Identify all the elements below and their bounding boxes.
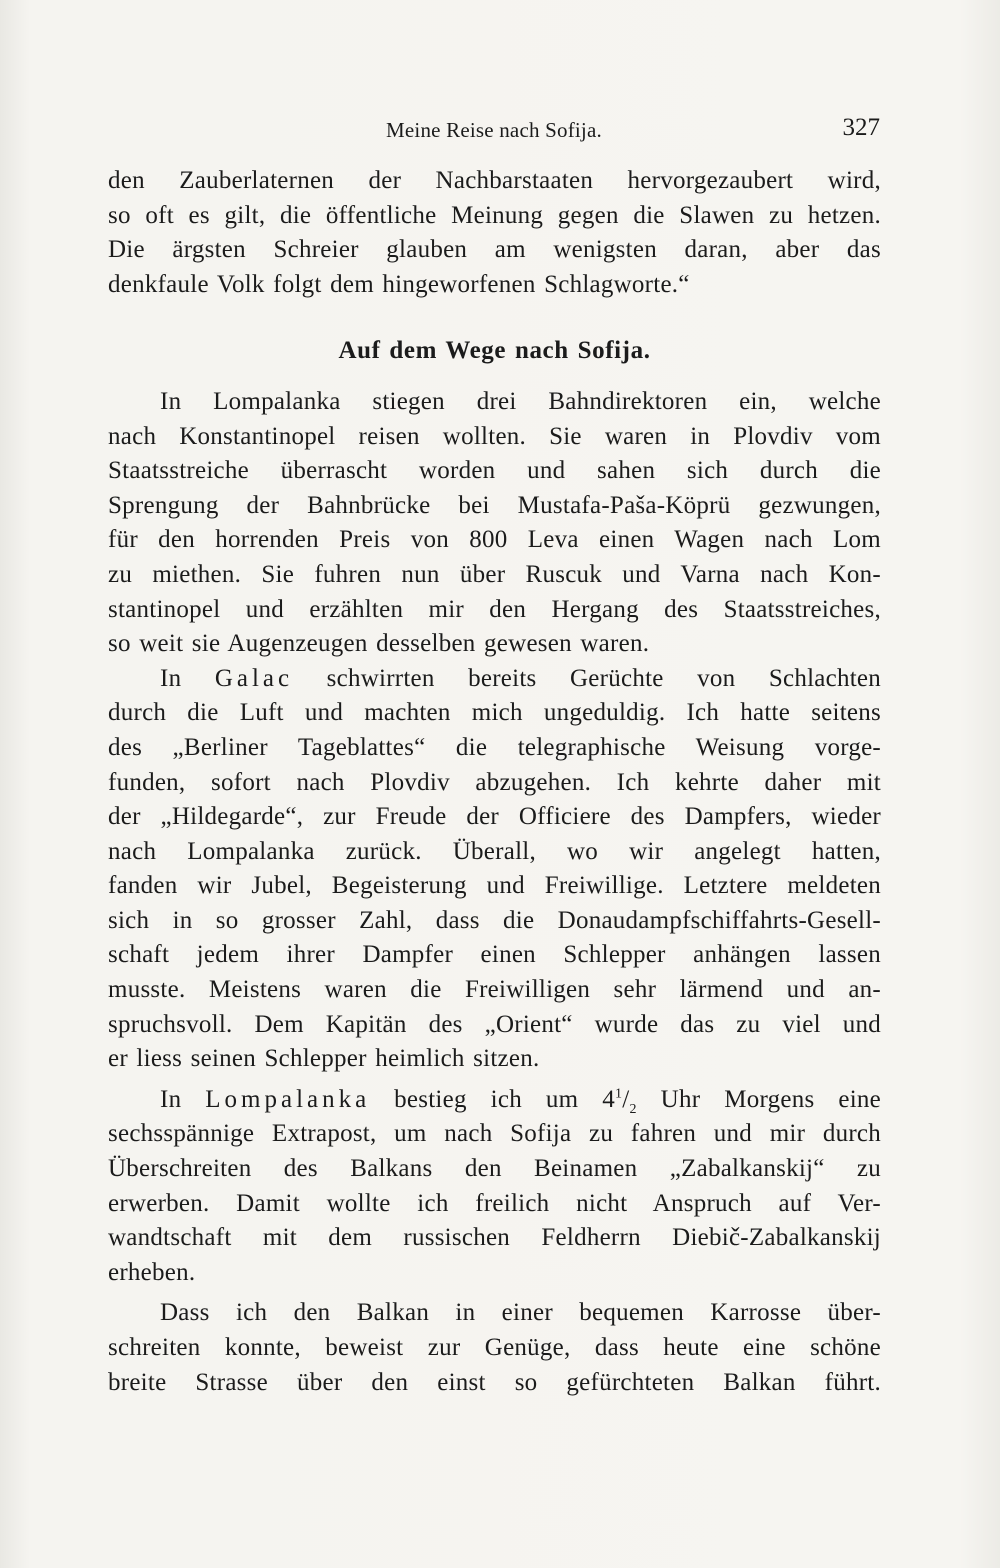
text-line: sich in so grosser Zahl, dass die Donaudampfschiffahrts-Gesell- <box>108 906 881 934</box>
paragraph-continuation <box>108 164 881 302</box>
text-line: der „Hildegarde“, zur Freude der Officiere des Dampfers, wieder <box>108 803 881 831</box>
text-line: Überschreiten des Balkans den Beinamen „Zabalkanskij“ zu <box>108 1155 881 1183</box>
text-line: er liess seinen Schlepper heimlich sitzen. <box>108 1045 540 1073</box>
text-line: breite Strasse über den einst so gefürchteten Balkan führt. <box>108 1368 881 1396</box>
text-line: Staatsstreiche überrascht worden und sahen sich durch die <box>108 457 881 485</box>
text-line: nach Lompalanka zurück. Überall, wo wir angelegt hatten, <box>108 837 881 865</box>
running-title: Meine Reise nach Sofija. <box>386 118 602 142</box>
text-line: so weit sie Augenzeugen desselben gewesen waren. <box>108 630 650 658</box>
text-line: In Lompalanka stiegen drei Bahndirektoren ein, welche <box>160 387 881 415</box>
text-line: des „Berliner Tageblattes“ die telegraphische Weisung vorge- <box>108 733 881 761</box>
text-line: musste. Meistens waren die Freiwilligen sehr lärmend und an- <box>108 976 881 1004</box>
paragraph-galac <box>108 662 881 1077</box>
place-name-spaced: Galac <box>214 664 294 692</box>
text-line: wandtschaft mit dem russischen Feldherrn Diebič-Zabalkanskij <box>108 1224 881 1252</box>
text-line: Sprengung der Bahnbrücke bei Mustafa-Paša-Köprü gezwungen, <box>108 491 881 519</box>
text-fragment: bestieg ich um 4 <box>394 1085 616 1113</box>
text-line: schaft jedem ihrer Dampfer einen Schlepper anhängen lassen <box>108 941 881 969</box>
paragraph-lompalanka <box>108 385 881 662</box>
text-line: erheben. <box>108 1258 196 1286</box>
text-line: so oft es gilt, die öffentliche Meinung gegen die Slawen zu hetzen. <box>108 201 881 229</box>
text-fragment: Uhr Morgens eine <box>660 1085 881 1113</box>
text-line <box>108 662 881 697</box>
fraction-numerator: 1 <box>615 1086 623 1102</box>
text-line: In Lompalanka bestieg ich um $4^1/_2$ Uhr Morgens eine <box>160 1085 881 1117</box>
text-line: funden, sofort nach Plovdiv abzugehen. Ich kehrte daher mit <box>108 768 881 796</box>
paragraph-balkan <box>108 1296 881 1400</box>
text-line: nach Konstantinopel reisen wollten. Sie waren in Plovdiv vom <box>108 422 881 450</box>
page-header <box>108 114 880 148</box>
text-line: schreiten konnte, beweist zur Genüge, dass heute eine schöne <box>108 1334 881 1361</box>
page-number: 327 <box>842 114 880 141</box>
text-line: Die ärgsten Schreier glauben am wenigsten daran, aber das <box>108 236 881 264</box>
place-name-spaced: Lompalanka <box>205 1085 371 1113</box>
text-line: den Zauberlaternen der Nachbarstaaten hervorgezaubert wird, <box>108 167 881 194</box>
text-line: denkfaule Volk folgt dem hingeworfenen Schlagworte.“ <box>108 270 690 298</box>
text-fragment: In <box>160 1085 182 1113</box>
text-fragment: schwirrten bereits Gerüchte von Schlachten <box>326 664 882 692</box>
paragraph-extrapost <box>108 1083 881 1291</box>
text-line: stantinopel und erzählten mir den Hergang des Staatsstreiches, <box>108 595 881 623</box>
text-line: spruchsvoll. Dem Kapitän des „Orient“ wurde das zu viel und <box>108 1010 881 1038</box>
text-line: fanden wir Jubel, Begeisterung und Freiwillige. Letztere meldeten <box>108 872 881 900</box>
text-line: Dass ich den Balkan in einer bequemen Karrosse über- <box>160 1299 881 1327</box>
fraction-denominator: 2 <box>629 1101 637 1117</box>
text-line: für den horrenden Preis von 800 Leva einen Wagen nach Lom <box>108 526 881 554</box>
text-fragment: In <box>160 664 182 692</box>
text-line: sechsspännige Extrapost, um nach Sofija zu fahren und mir durch <box>108 1120 881 1148</box>
section-heading: Auf dem Wege nach Sofija. <box>338 337 651 365</box>
text-line: durch die Luft und machten mich ungeduldig. Ich hatte seitens <box>108 699 881 727</box>
body-text <box>108 164 881 1400</box>
text-line: erwerben. Damit wollte ich freilich nicht Anspruch auf Ver- <box>108 1189 881 1217</box>
text-line: zu miethen. Sie fuhren nun über Ruscuk und Varna nach Kon- <box>108 560 881 588</box>
